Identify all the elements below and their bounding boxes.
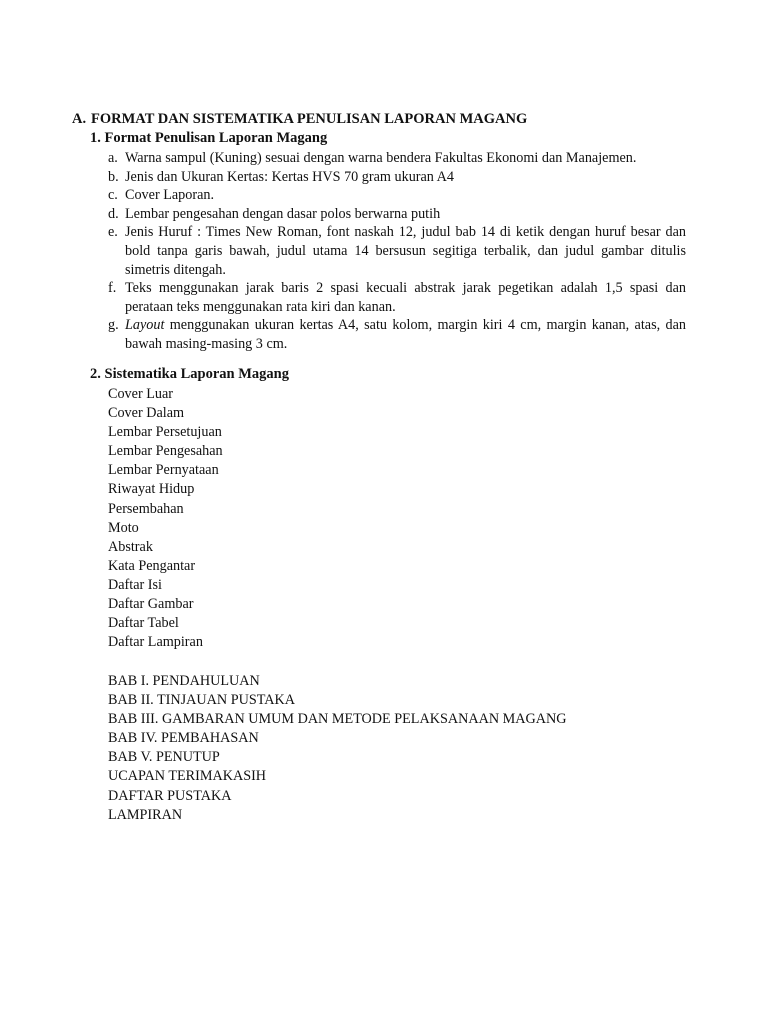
format-item-d <box>108 205 686 224</box>
list-item: Kata Pengantar <box>108 557 196 574</box>
format-list <box>108 149 686 354</box>
list-marker: c. <box>108 187 118 204</box>
list-item: Daftar Gambar <box>108 596 194 613</box>
format-item-text: Warna sampul (Kuning) sesuai dengan warna bendera Fakultas Ekonomi dan Manajemen. <box>125 150 637 166</box>
chapter-item: UCAPAN TERIMAKASIH <box>108 768 267 785</box>
list-item: Moto <box>108 519 139 536</box>
list-marker: d. <box>108 205 119 222</box>
list-item: Abstrak <box>108 538 153 555</box>
format-item-e <box>108 223 686 279</box>
list-item: Cover Luar <box>108 386 174 402</box>
format-item-b <box>108 168 686 187</box>
list-item: Daftar Tabel <box>108 615 179 632</box>
list-item: Lembar Persetujuan <box>108 424 222 441</box>
chapter-item: BAB I. PENDAHULUAN <box>108 673 260 689</box>
format-item-f <box>108 279 686 316</box>
list-marker: f. <box>108 280 117 297</box>
subsection-heading-systematics: 2. Sistematika Laporan Magang <box>90 366 289 382</box>
chapter-item: DAFTAR PUSTAKA <box>108 787 232 804</box>
format-item-text: Teks menggunakan jarak baris 2 spasi kecuali abstrak jarak pegetikan adalah 1,5 spasi dan perataan teks menggunakan rata kiri dan kanan. <box>125 280 686 315</box>
chapter-item: BAB III. GAMBARAN UMUM DAN METODE PELAKSANAAN MAGANG <box>108 711 567 728</box>
chapter-item: BAB IV. PEMBAHASAN <box>108 730 259 747</box>
format-item-text: menggunakan ukuran kertas A4, satu kolom, margin kiri 4 cm, margin kanan, atas, dan bawah masing-masing 3 cm. <box>125 317 686 352</box>
list-item: Daftar Isi <box>108 576 162 593</box>
section-title: FORMAT DAN SISTEMATIKA PENULISAN LAPORAN MAGANG <box>91 111 528 127</box>
list-item: Riwayat Hidup <box>108 481 195 498</box>
chapter-item: LAMPIRAN <box>108 806 183 823</box>
format-item-italic-term: Layout <box>125 317 165 334</box>
front-matter-list <box>108 385 223 652</box>
format-item-text: Lembar pengesahan dengan dasar polos berwarna putih <box>125 205 441 222</box>
list-marker: b. <box>108 168 119 185</box>
list-item: Daftar Lampiran <box>108 634 203 651</box>
list-marker: a. <box>108 150 118 166</box>
section-letter: A. <box>72 111 87 127</box>
format-item-text: Jenis dan Ukuran Kertas: Kertas HVS 70 gram ukuran A4 <box>125 168 454 185</box>
format-item-text: Cover Laporan. <box>125 187 215 204</box>
format-item-a <box>108 149 686 168</box>
chapter-list <box>108 672 566 825</box>
format-item-c <box>108 186 686 205</box>
list-item: Lembar Pengesahan <box>108 443 223 460</box>
subsection-heading-format: 1. Format Penulisan Laporan Magang <box>90 130 328 146</box>
list-item: Cover Dalam <box>108 405 185 422</box>
list-item: Persembahan <box>108 500 184 517</box>
chapter-item: BAB V. PENUTUP <box>108 749 220 766</box>
list-marker: e. <box>108 224 118 241</box>
format-item-text: Jenis Huruf : Times New Roman, font naskah 12, judul bab 14 di ketik dengan huruf besar dan bold tanpa garis bawah, judul utama 14 bersusun segitiga terbalik, dan judul gambar ditulis simetris ditengah. <box>125 224 686 278</box>
list-marker: g. <box>108 317 119 334</box>
section-heading <box>72 111 527 128</box>
chapter-item: BAB II. TINJAUAN PUSTAKA <box>108 692 295 709</box>
list-item: Lembar Pernyataan <box>108 462 219 479</box>
format-item-g <box>108 316 686 353</box>
